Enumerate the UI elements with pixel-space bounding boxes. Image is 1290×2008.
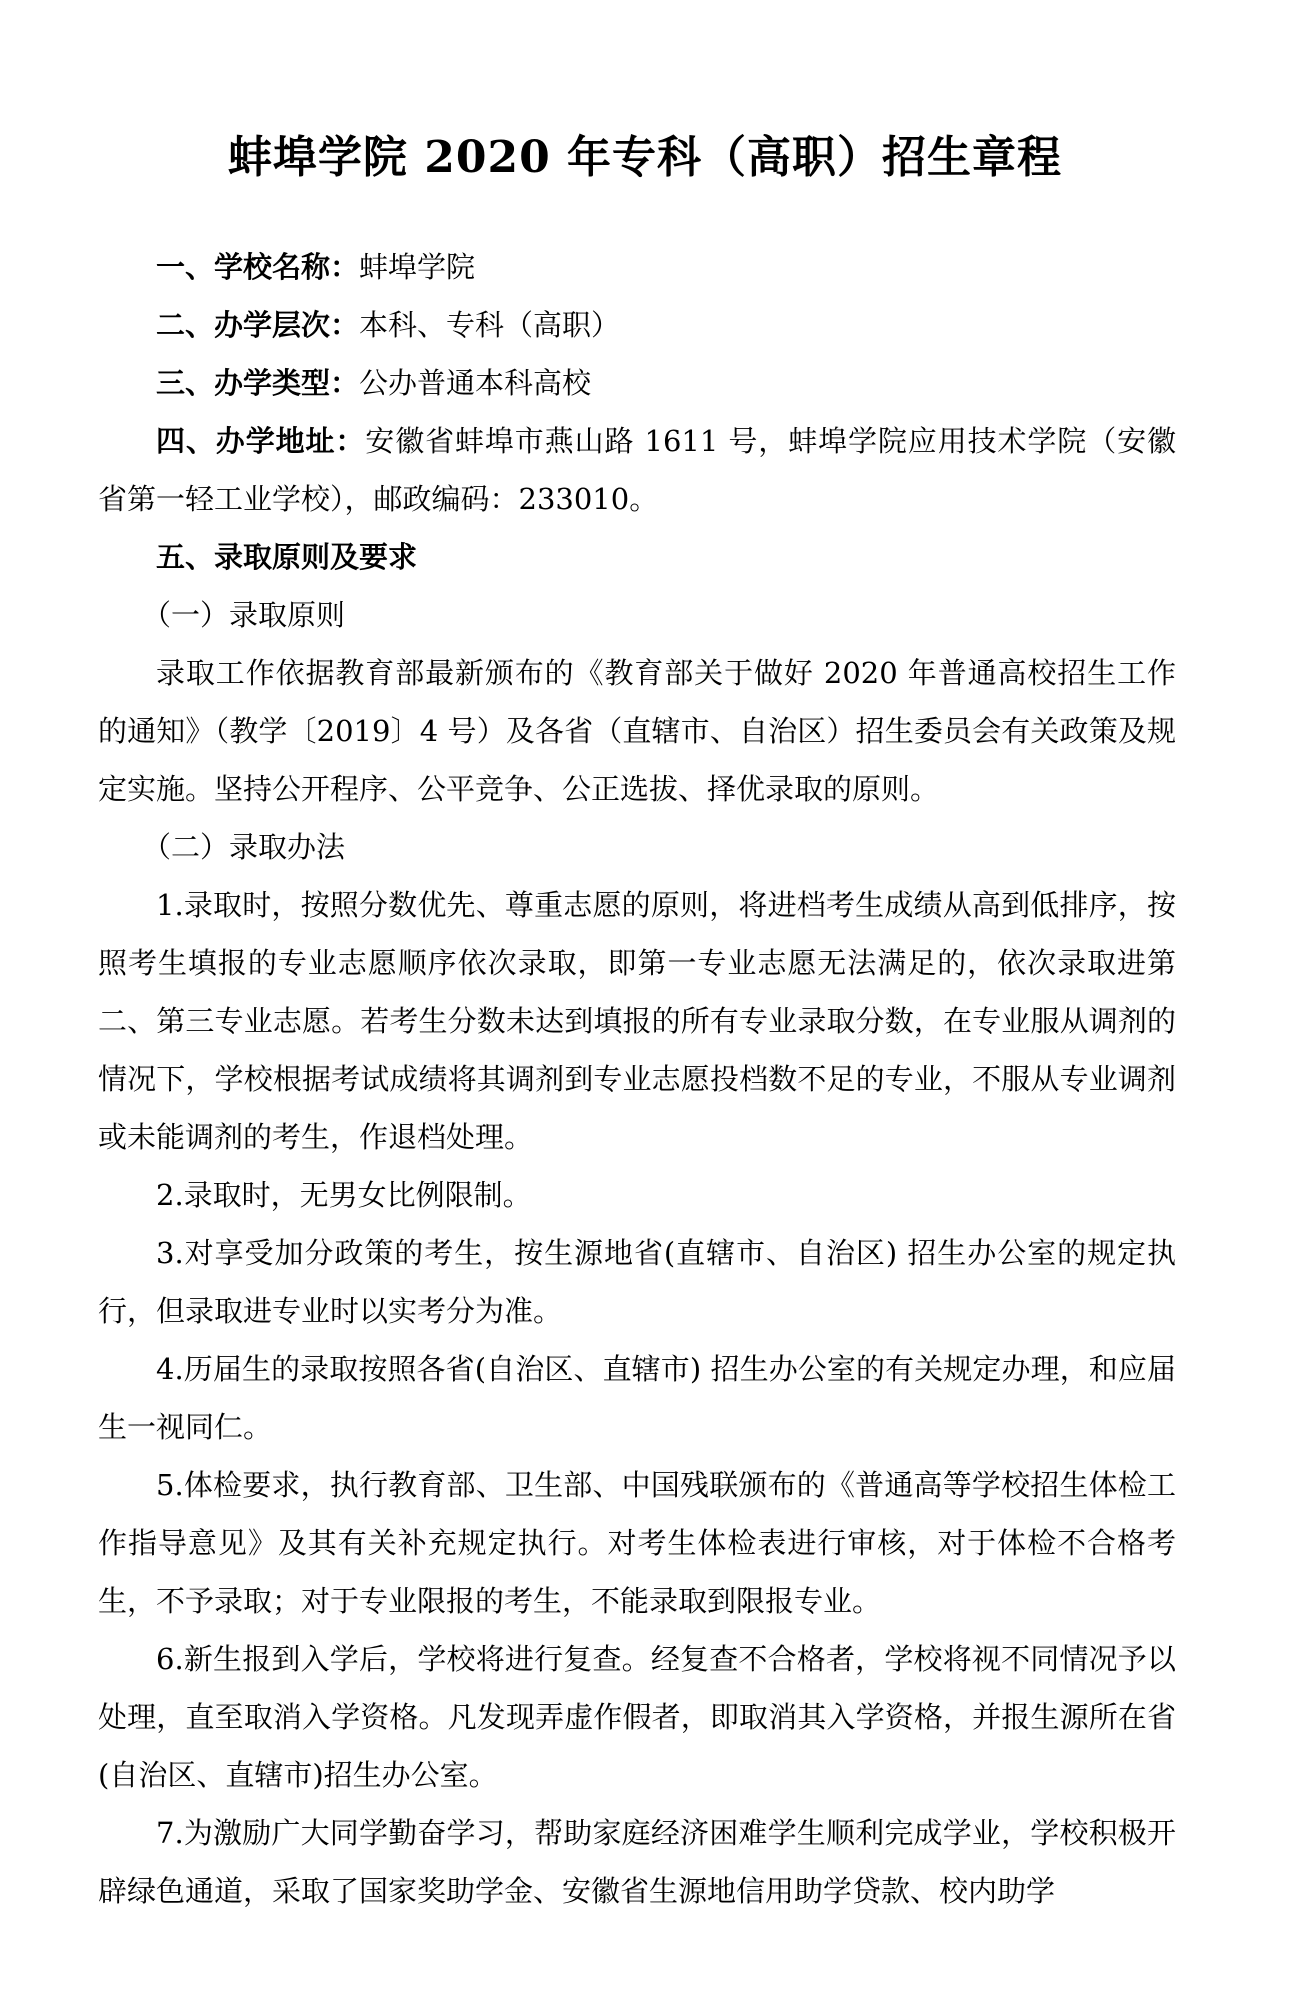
item-label: 二、办学层次： bbox=[156, 308, 360, 342]
item-label: 三、办学类型： bbox=[156, 366, 360, 400]
document-title: 蚌埠学院 2020 年专科（高职）招生章程 bbox=[227, 132, 1063, 183]
document-body bbox=[98, 238, 1176, 1920]
rule-paragraph: 1.录取时，按照分数优先、尊重志愿的原则，将进档考生成绩从高到低排序，按照考生填报的专业志愿顺序依次录取，即第一专业志愿无法满足的，依次录取进第二、第三专业志愿。若考生分数未达到填报的所有专业录取分数，在专业服从调剂的情况下，学校根据考试成绩将其调剂到专业志愿投档数不足的专业，不服从专业调剂或未能调剂的考生，作退档处理。 bbox=[98, 888, 1176, 1154]
rule-paragraph: 4.历届生的录取按照各省(自治区、直辖市) 招生办公室的有关规定办理，和应届生一视同仁。 bbox=[98, 1352, 1176, 1444]
item-value: 蚌埠学院 bbox=[359, 250, 476, 284]
rule-paragraph: 2.录取时，无男女比例限制。 bbox=[156, 1178, 532, 1212]
subsection-heading: （二）录取办法 bbox=[142, 830, 346, 864]
rule-paragraph: 5.体检要求，执行教育部、卫生部、中国残联颁布的《普通高等学校招生体检工作指导意见》及其有关补充规定执行。对考生体检表进行审核，对于体检不合格考生，不予录取；对于专业限报的考生，不能录取到限报专业。 bbox=[98, 1468, 1176, 1618]
item-school-name bbox=[98, 238, 1176, 296]
paragraph: 录取工作依据教育部最新颁布的《教育部关于做好 2020 年普通高校招生工作的通知》（教学〔2019〕4 号）及各省（直辖市、自治区）招生委员会有关政策及规定实施。坚持公开程序、公平竞争、公正选拔、择优录取的原则。 bbox=[98, 656, 1176, 806]
item-value: 公办普通本科高校 bbox=[359, 366, 592, 400]
item-label: 四、办学地址： bbox=[156, 424, 366, 458]
item-address bbox=[98, 412, 1176, 528]
section-heading: 五、录取原则及要求 bbox=[156, 540, 418, 574]
item-value: 安徽省蚌埠市燕山路 1611 号，蚌埠学院应用技术学院（安徽省第一轻工业学校），邮政编码：233010。 bbox=[98, 424, 1176, 516]
rule-paragraph: 6.新生报到入学后，学校将进行复查。经复查不合格者，学校将视不同情况予以处理，直至取消入学资格。凡发现弄虚作假者，即取消其入学资格，并报生源所在省(自治区、直辖市)招生办公室。 bbox=[98, 1642, 1176, 1792]
item-level bbox=[98, 296, 1176, 354]
item-type bbox=[98, 354, 1176, 412]
rule-paragraph: 7.为激励广大同学勤奋学习，帮助家庭经济困难学生顺利完成学业，学校积极开辟绿色通道，采取了国家奖助学金、安徽省生源地信用助学贷款、校内助学 bbox=[98, 1816, 1176, 1908]
item-value: 本科、专科（高职） bbox=[359, 308, 621, 342]
subsection-heading: （一）录取原则 bbox=[142, 598, 346, 632]
item-label: 一、学校名称： bbox=[156, 250, 360, 284]
rule-paragraph: 3.对享受加分政策的考生，按生源地省(直辖市、自治区) 招生办公室的规定执行，但录取进专业时以实考分为准。 bbox=[98, 1236, 1176, 1328]
